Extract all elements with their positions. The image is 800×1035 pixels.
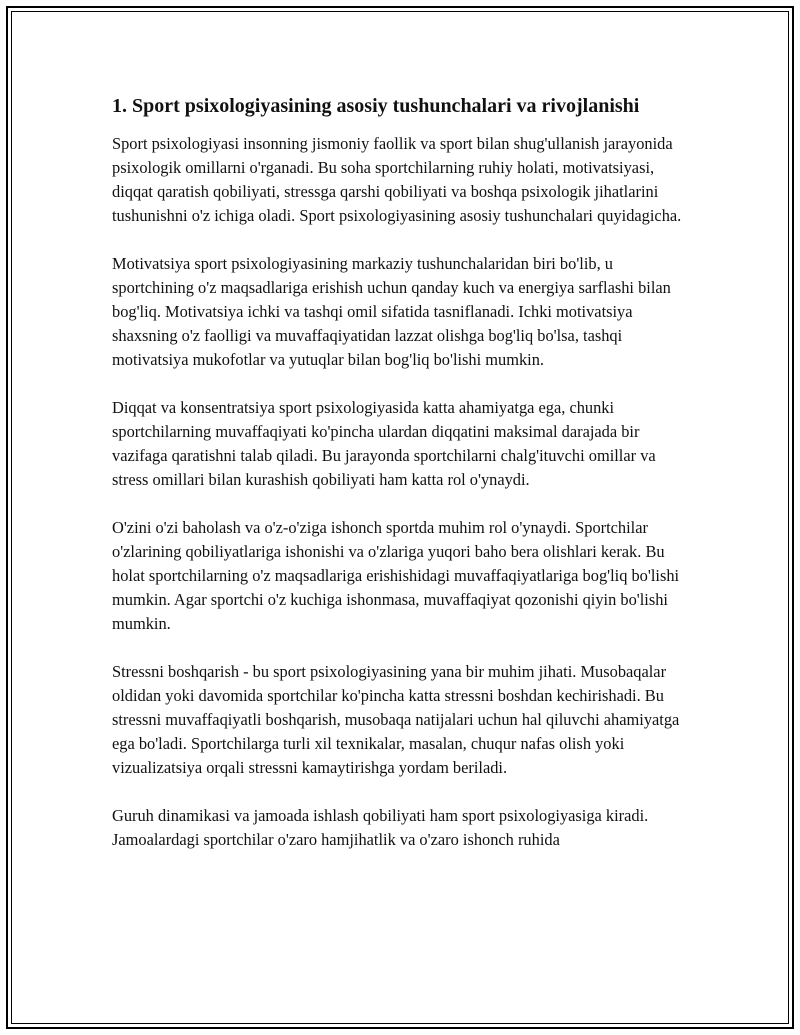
document-body: [112, 92, 690, 876]
paragraph-stress: Stressni boshqarish - bu sport psixologiyasining yana bir muhim jihati. Musobaqalar oldidan yoki davomida sportchilar ko'pincha katta stressni boshdan kechirishadi. Bu stressni muvaffaqiyatli boshqarish, musobaqa natijalari uchun hal qiluvchi ahamiyatga ega bo'ladi. Sportchilarga turli xil texnikalar, masalan, chuqur nafas olish yoki vizualizatsiya orqali stressni kamaytirishga yordam beriladi.: [112, 662, 680, 777]
paragraph-attention: Diqqat va konsentratsiya sport psixologiyasida katta ahamiyatga ega, chunki sportchilarning muvaffaqiyati ko'pincha ulardan diqqatini maksimal darajada bir vazifaga qaratishni talab qiladi. Bu jarayonda sportchilarni chalg'ituvchi omillar va stress omillari bilan kurashish qobiliyati ham katta rol o'ynaydi.: [112, 398, 656, 489]
paragraph-self-esteem: O'zini o'zi baholash va o'z-o'ziga ishonch sportda muhim rol o'ynaydi. Sportchilar o'zlarining qobiliyatlariga ishonishi va o'zlariga yuqori baho bera olishlari kerak. Bu holat sportchilarning o'z maqsadlariga erishishidagi muvaffaqiyatlariga bog'liq bo'lishi mumkin. Agar sportchi o'z kuchiga ishonmasa, muvaffaqiyat qozonishi qiyin bo'lishi mumkin.: [112, 518, 680, 633]
section-heading: 1. Sport psixologiyasining asosiy tushunchalari va rivojlanishi: [112, 95, 640, 117]
paragraph-intro: Sport psixologiyasi insonning jismoniy faollik va sport bilan shug'ullanish jarayonida psixologik omillarni o'rganadi. Bu soha sportchilarning ruhiy holati, motivatsiyasi, diqqat qaratish qobiliyati, stressga qarshi qobiliyati va boshqa psixologik jihatlarini tushunishni o'z ichiga oladi. Sport psixologiyasining asosiy tushunchalari quyidagicha.: [112, 134, 682, 225]
paragraph-group-dynamics: Guruh dinamikasi va jamoada ishlash qobiliyati ham sport psixologiyasiga kiradi. Jamoalardagi sportchilar o'zaro hamjihatlik va o'zaro ishonch ruhida: [112, 806, 649, 849]
paragraph-motivation: Motivatsiya sport psixologiyasining markaziy tushunchalaridan biri bo'lib, u sportchining o'z maqsadlariga erishish uchun qanday kuch va energiya sarflashi bilan bog'liq. Motivatsiya ichki va tashqi omil sifatida tasniflanadi. Ichki motivatsiya shaxsning o'z faolligi va muvaffaqiyatidan lazzat olishga bog'liq bo'lsa, tashqi motivatsiya mukofotlar va yutuqlar bilan bog'liq bo'lishi mumkin.: [112, 254, 671, 369]
